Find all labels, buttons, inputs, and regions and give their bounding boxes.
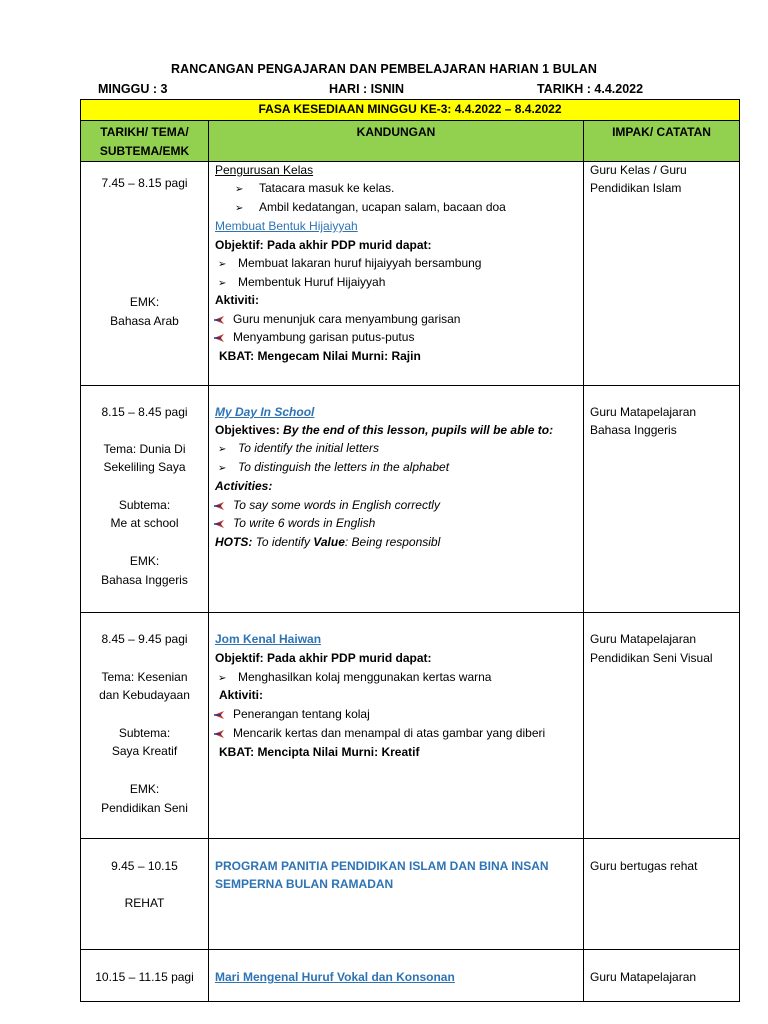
content-cell [209,162,584,386]
week-band-row [81,100,740,121]
list-item [218,669,491,687]
list-item-text: Menghasilkan kolaj menggunakan kertas warna [238,670,492,684]
time-cell [81,386,209,613]
subtema-label: Subtema: [118,726,171,740]
arrow-bullet-icon: ➢ [218,673,227,684]
impact-cell [584,950,740,1002]
time-cell [81,162,209,386]
impact-line1: Guru Matapelajaran [590,632,697,646]
time-slot: 8.15 – 8.45 pagi [101,405,188,419]
program-line2: SEMPERNA BULAN RAMADAN [215,877,394,891]
tarikh-label: TARIKH : 4.4.2022 [537,82,644,96]
col-header-tarikh [81,121,209,162]
list-item-text: To say some words in English correctly [233,498,440,512]
impact-line1: Guru bertugas rehat [590,859,698,873]
time-cell [81,839,209,950]
emk-value: Bahasa Arab [110,314,179,328]
impact-cell [584,162,740,386]
emk-label: EMK: [129,295,160,309]
objective-heading: Objektif: Pada akhir PDP murid dapat: [215,651,432,665]
hari-label: HARI : ISNIN [329,82,404,96]
list-item [218,440,379,458]
arrow-bullet-icon: ➢ [218,278,227,289]
col-header-tarikh-line1: TARIKH/ TEMA/ [100,125,189,139]
hots-label: HOTS: [215,535,253,549]
activity-heading: Activities: [215,479,273,493]
time-slot: 9.45 – 10.15 [111,859,178,873]
objective-heading: Objektif: Pada akhir PDP murid dapat: [215,238,432,252]
list-item-text: To distinguish the letters in the alphabet [238,460,450,474]
impact-line2: Bahasa Inggeris [590,423,677,437]
arrow-bullet-icon: ➢ [235,184,244,195]
time-cell [81,950,209,1002]
emk-value: Pendidikan Seni [101,801,188,815]
objective-text: By the end of this lesson, pupils will be able to: [283,423,554,437]
content-cell [209,386,584,613]
impact-line1: Guru Matapelajaran [590,405,697,419]
time-slot: 10.15 – 11.15 pagi [95,970,194,984]
objective-label: Objektives: [215,423,280,437]
arrow-bullet-icon: ➢ [218,444,227,455]
list-item-text: Guru menunjuk cara menyambung garisan [233,312,461,326]
break-label: REHAT [124,896,165,910]
list-item [213,311,460,327]
time-slot: 8.45 – 9.45 pagi [101,632,188,646]
impact-line1: Guru Matapelajaran [590,970,697,984]
tema-line2: Sekeliling Saya [103,460,186,474]
col-header-impak: IMPAK/ CATATAN [584,121,740,162]
impact-line2: Pendidikan Islam [590,181,682,195]
hots-value-text: : Being responsibl [344,535,441,549]
list-item [213,706,370,722]
table-row [81,613,740,839]
impact-cell [584,386,740,613]
lesson-plan-table [80,99,740,1002]
impact-line2: Pendidikan Seni Visual [590,651,713,665]
list-item-text: Ambil kedatangan, ucapan salam, bacaan doa [259,200,506,214]
impact-cell [584,839,740,950]
table-row [81,386,740,613]
list-item [213,329,414,345]
arrow-bullet-icon: ➢ [235,203,244,214]
list-item [218,255,481,273]
kbat-line: KBAT: Mengecam Nilai Murni: Rajin [219,349,421,363]
col-header-tarikh-line2: SUBTEMA/EMK [99,144,190,158]
column-header-row [81,121,740,162]
tema-line1: Tema: Dunia Di [103,442,186,456]
lesson-link[interactable]: My Day In School [215,405,315,419]
week-band: FASA KESEDIAAN MINGGU KE-3: 4.4.2022 – 8.4.2022 [81,100,740,121]
hots-text: To identify [255,535,310,549]
content-cell [209,613,584,839]
content-cell [209,950,584,1002]
lesson-link[interactable]: Mari Mengenal Huruf Vokal dan Konsonan [215,970,455,984]
list-item-text: Menyambung garisan putus-putus [233,330,415,344]
lesson-link[interactable]: Membuat Bentuk Hijaiyyah [215,219,358,233]
time-cell [81,613,209,839]
list-item [218,459,449,477]
list-item [218,274,385,292]
hots-line [215,534,440,550]
program-line1: PROGRAM PANITIA PENDIDIKAN ISLAM DAN BINA INSAN [215,859,549,873]
impact-cell [584,613,740,839]
list-item [213,515,375,531]
col-header-kandungan: KANDUNGAN [209,121,584,162]
list-item-text: Tatacara masuk ke kelas. [259,181,395,195]
list-item [235,199,506,217]
table-row [81,162,740,386]
activity-heading: Aktiviti: [219,688,264,702]
list-item [235,180,394,198]
list-item [213,497,440,513]
impact-line1: Guru Kelas / Guru [590,163,687,177]
list-item-text: Membentuk Huruf Hijaiyyah [238,275,386,289]
content-cell [209,839,584,950]
emk-label: EMK: [129,554,160,568]
list-item-text: Penerangan tentang kolaj [233,707,370,721]
emk-value: Bahasa Inggeris [101,573,188,587]
hots-value-label: Value [313,535,345,549]
topic-title: Pengurusan Kelas [215,163,314,177]
document-title: RANCANGAN PENGAJARAN DAN PEMBELAJARAN HARIAN 1 BULAN [170,62,598,76]
subtema-label: Subtema: [118,498,171,512]
lesson-link[interactable]: Jom Kenal Haiwan [215,632,322,646]
minggu-label: MINGGU : 3 [98,82,168,96]
tema-line2: dan Kebudayaan [99,688,190,702]
emk-label: EMK: [129,782,160,796]
list-item-text: To write 6 words in English [233,516,376,530]
arrow-bullet-icon: ➢ [218,259,227,270]
tema-line1: Tema: Kesenian [101,670,188,684]
time-slot: 7.45 – 8.15 pagi [101,176,188,190]
table-row [81,839,740,950]
activity-heading: Aktiviti: [215,293,260,307]
table-row [81,950,740,1002]
list-item-text: Mencarik kertas dan menampal di atas gambar yang diberi [233,726,546,740]
list-item-text: Membuat lakaran huruf hijaiyyah bersambung [238,256,482,270]
subtema-value: Saya Kreatif [111,744,178,758]
arrow-bullet-icon: ➢ [218,463,227,474]
list-item [213,725,545,741]
subtema-value: Me at school [110,516,179,530]
kbat-line: KBAT: Mencipta Nilai Murni: Kreatif [219,745,420,759]
list-item-text: To identify the initial letters [238,441,379,455]
objective-heading [215,422,553,438]
